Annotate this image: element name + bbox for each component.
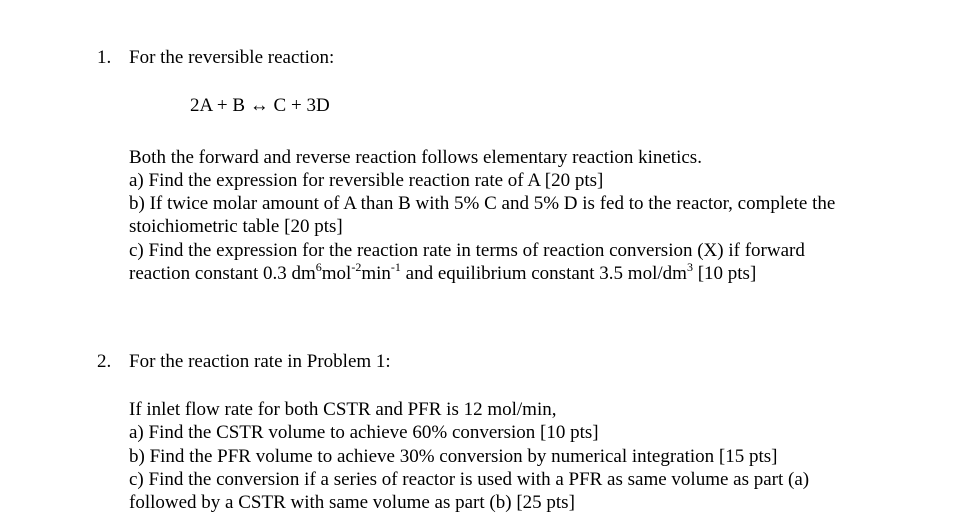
reaction-equation: 2A + B ↔ C + 3D bbox=[190, 95, 330, 116]
problem-1-intro: Both the forward and reverse reaction follows elementary reaction kinetics. bbox=[129, 147, 702, 168]
exponent-minus-1: -1 bbox=[390, 259, 401, 274]
problem-1-part-b-line-2: stoichiometric table [20 pts] bbox=[129, 216, 343, 237]
problem-2-part-c-line-1: c) Find the conversion if a series of reactor is used with a PFR as same volume as part (a) bbox=[129, 469, 810, 490]
problem-2-intro: If inlet flow rate for both CSTR and PFR is 12 mol/min, bbox=[129, 399, 557, 420]
problem-2-title: For the reaction rate in Problem 1: bbox=[129, 351, 391, 372]
problem-1-part-c-line-2 bbox=[129, 259, 757, 286]
exponent-6: 6 bbox=[315, 259, 322, 274]
equilibrium-constant-text: and equilibrium constant 3.5 mol/dm bbox=[400, 263, 687, 284]
problem-2-part-b: b) Find the PFR volume to achieve 30% conversion by numerical integration [15 pts] bbox=[129, 446, 778, 467]
problem-1-title: For the reversible reaction: bbox=[129, 47, 335, 68]
min-unit-text: min bbox=[361, 263, 391, 284]
problem-2-part-c-line-2: followed by a CSTR with same volume as part (b) [25 pts] bbox=[129, 492, 575, 513]
exponent-3: 3 bbox=[686, 259, 693, 274]
mol-unit-text: mol bbox=[321, 263, 352, 284]
problem-1-part-a: a) Find the expression for reversible reaction rate of A [20 pts] bbox=[129, 170, 604, 191]
problem-1-part-b-line-1: b) If twice molar amount of A than B with 5% C and 5% D is fed to the reactor, complete the bbox=[129, 193, 836, 214]
problem-1-part-c-line-1: c) Find the expression for the reaction rate in terms of reaction conversion (X) if forward bbox=[129, 240, 805, 261]
exponent-minus-2: -2 bbox=[351, 259, 362, 274]
rate-constant-text: reaction constant 0.3 dm bbox=[129, 263, 316, 284]
points-text: [10 pts] bbox=[692, 263, 757, 284]
problem-2-number: 2. bbox=[97, 351, 112, 372]
problem-1-number: 1. bbox=[97, 47, 112, 68]
problem-2-part-a: a) Find the CSTR volume to achieve 60% conversion [10 pts] bbox=[129, 422, 599, 443]
